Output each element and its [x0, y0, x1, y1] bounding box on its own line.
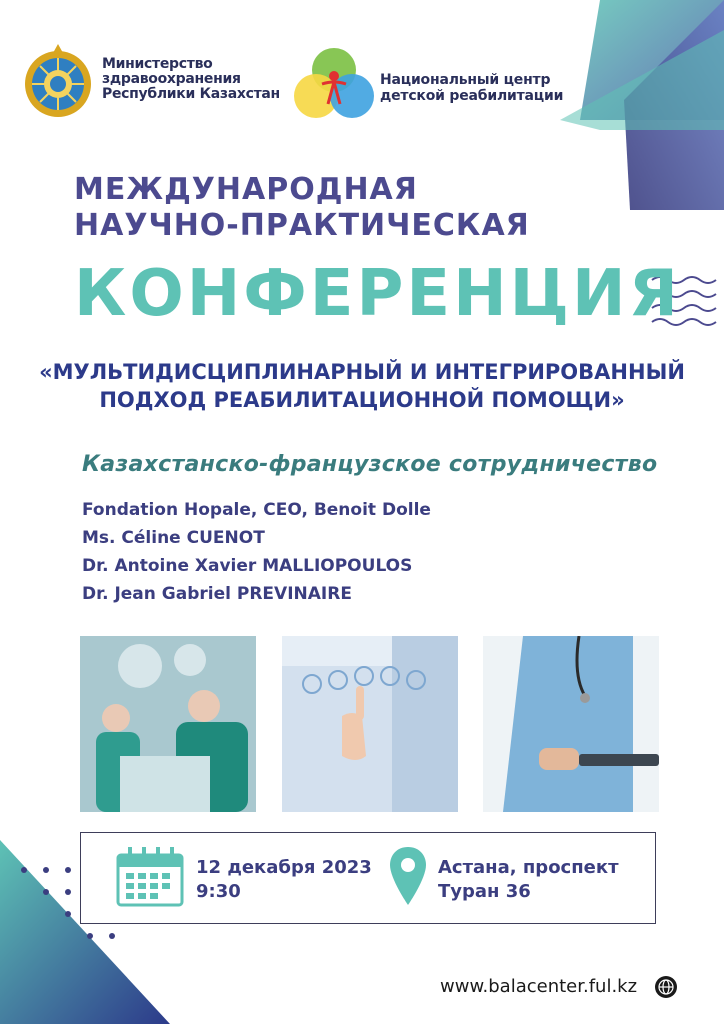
event-time: 9:30 [196, 881, 241, 902]
address-line-2: Туран 36 [438, 881, 531, 902]
doctor-tablet-photo [483, 636, 659, 812]
topic-line-1: «МУЛЬТИДИСЦИПЛИНАРНЫЙ И ИНТЕГРИРОВАННЫЙ [39, 360, 685, 384]
calendar-icon [114, 847, 186, 909]
speaker-item: Fondation Hopale, CEO, Benoit Dolle [82, 500, 431, 520]
speaker-item: Dr. Antoine Xavier MALLIOPOULOS [82, 556, 413, 576]
center-line-2: детской реабилитации [380, 88, 564, 104]
surgery-team-photo [80, 636, 256, 812]
conference-topic [0, 358, 724, 414]
corner-decoration-top [540, 0, 724, 210]
ministry-name [102, 57, 280, 102]
ministry-line-1: Министерство [102, 56, 213, 72]
event-date: 12 декабря 2023 [196, 857, 372, 878]
center-line-1: Национальный центр [380, 72, 551, 88]
address-line-1: Астана, проспект [438, 857, 619, 878]
heading-line-2: НАУЧНО-ПРАКТИЧЕСКАЯ [74, 208, 530, 243]
conference-heading [74, 172, 530, 244]
event-address [438, 856, 619, 904]
state-emblem-icon [22, 44, 94, 122]
globe-icon [655, 976, 677, 998]
digital-health-photo [282, 636, 458, 812]
speakers-list [82, 496, 431, 608]
website-link[interactable]: www.balacenter.ful.kz [440, 976, 638, 997]
location-pin-icon [388, 845, 428, 909]
conference-title: КОНФЕРЕНЦИЯ [74, 257, 681, 331]
heading-line-1: МЕЖДУНАРОДНАЯ [74, 172, 418, 207]
cooperation-subtitle: Казахстанско-французское сотрудничество [82, 452, 658, 477]
ministry-line-3: Республики Казахстан [102, 86, 280, 102]
event-datetime [196, 856, 372, 904]
speaker-item: Dr. Jean Gabriel PREVINAIRE [82, 584, 352, 604]
topic-line-2: ПОДХОД РЕАБИЛИТАЦИОННОЙ ПОМОЩИ» [99, 388, 625, 412]
ministry-line-2: здравоохранения [102, 71, 241, 87]
speaker-item: Ms. Céline CUENOT [82, 528, 265, 548]
rehab-center-name [380, 72, 563, 104]
rehab-center-logo-icon [292, 44, 376, 120]
